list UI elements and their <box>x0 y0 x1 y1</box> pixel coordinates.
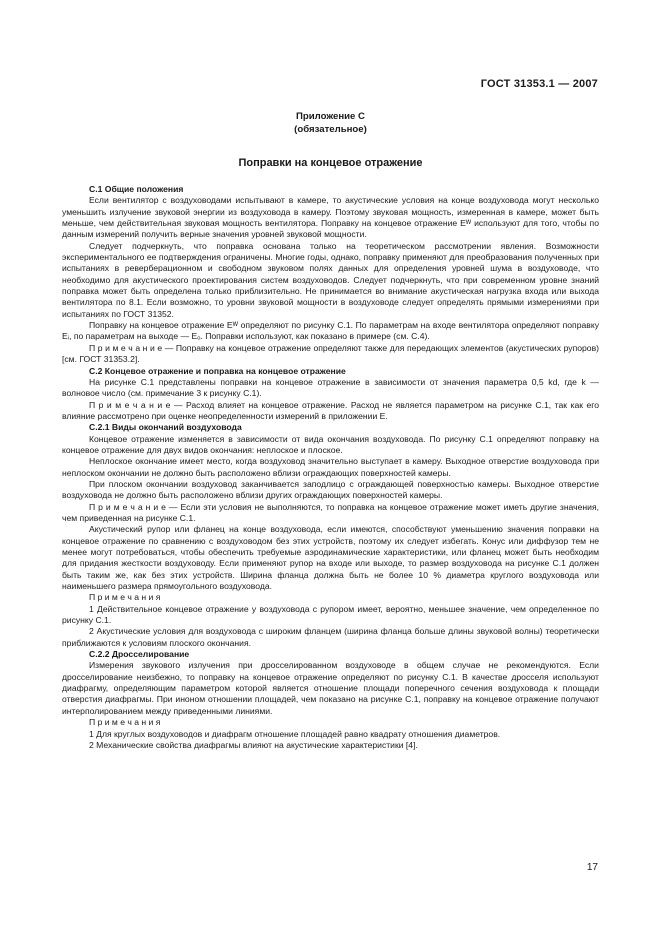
paragraph: Следует подчеркнуть, что поправка основана только на теоретическом рассмотрении явления. Возможности экспериментального ее подтверждения ограничены. Многие годы, однако, поправку применяют для преобразования полученных при испытаниях в реверберационном и свободном звуковом полях данных для определения уровней шума в воздуховоде, что необходимо для акустического проектирования систем воздуховодов. Следует подчеркнуть, что при современном уровне знаний поправка может быть определена только приблизительно. Не принимается во внимание акустическая нагрузка входа или выхода вентилятора по 8.1. Если возможно, то уровни звуковой мощности в воздуховоде следует определять прямыми измерениями при испытаниях по ГОСТ 31352. <box>62 240 599 319</box>
paragraph: Акустический рупор или фланец на конце воздуховода, если имеются, способствуют уменьшению значения поправки на концевое отражение по сравнению с воздуховодом без этих устройств, поэтому их следует избегать. Конус или диффузор тем не менее могут потребоваться, чтобы обеспечить требуемые аэродинамические характеристики, или фланец может быть необходим для придания жесткости воздуховоду. Если применяют рупор на входе или выходе, то размер воздуховода на рисунке С.1 должен быть таким же, как без этих устройств. Ширина фланца должна быть не более 10 % диаметра круглого воздуховода или наименьшего размера прямоугольного воздуховода. <box>62 524 599 592</box>
section-heading-c1: С.1 Общие положения <box>89 184 184 194</box>
paragraph: Неплоское окончание имеет место, когда воздуховод значительно выступает в камеру. Выходное отверстие воздуховода при неплоском окончании не должно быть расположено вблизи ограждающих поверхностей камеры. <box>62 456 599 478</box>
note-item: 2 Акустические условия для воздуховода с широким фланцем (ширина фланца больше длины звуковой волны) теоретически приближаются к условиям плоского окончания. <box>62 626 599 648</box>
paragraph: Измерения звукового излучения при дросселированном воздуховоде в общем случае не рекомендуются. Если дросселирование неизбежно, то поправку на концевое отражение определяют по рисунку С.1. В качестве дросселя используют диафрагму, определяющим параметром которой является отношение площади поперечного сечения воздуховода к площади отверстия диафрагмы. При иноном отношении площадей, чем показано на рисунке С.1, поправку на концевое отражение получают интерполированием между приведенными линиями. <box>62 660 599 716</box>
appendix-status: (обязательное) <box>294 124 367 135</box>
note <box>62 400 599 423</box>
page-title: Поправки на концевое отражение <box>238 157 423 169</box>
page-number: 17 <box>586 862 598 873</box>
note-label: П р и м е ч а н и е <box>89 342 163 353</box>
document-body <box>62 184 599 751</box>
section-heading-c21: С.2.1 Виды окончаний воздуховода <box>89 422 242 433</box>
note-item: 1 Для круглых воздуховодов и диафрагм отношение площадей равно квадрату отношения диаметров. <box>89 728 501 739</box>
section-heading-c22: С.2.2 Дросселирование <box>89 649 190 660</box>
standard-designation: ГОСТ 31353.1 — 2007 <box>480 78 598 90</box>
note-label: П р и м е ч а н и е <box>89 399 171 410</box>
appendix-title: Приложение С <box>296 111 365 122</box>
note-label: П р и м е ч а н и е <box>89 501 166 512</box>
note-text: — Расход влияет на концевое отражение. Расход не является параметром на рисунке С.1, так как его влияние рассмотрено при оценке неопределенности измерений в приложении Е. <box>62 399 600 421</box>
notes-label: П р и м е ч а н и я <box>89 717 161 728</box>
note <box>62 502 599 525</box>
note-item: 1 Действительное концевое отражение у воздуховода с рупором имеет, вероятно, меньшее значение, чем определенное по рисунку С.1. <box>62 603 599 626</box>
note <box>62 343 599 366</box>
paragraph: Концевое отражение изменяется в зависимости от вида окончания воздуховода. По рисунку С.1 определяют поправку на концевое отражение для двух видов окончания: неплоское и плоское. <box>62 433 599 455</box>
paragraph: Поправку на концевое отражение Eᵂ определяют по рисунку С.1. По параметрам на входе вентилятора определяют поправку Eᵢ, по параметрам на выходе — Eₒ. Поправки используют, как показано в примере (см. С.4). <box>62 320 599 342</box>
paragraph: При плоском окончании воздуховод заканчивается заподлицо с ограждающей поверхностью камеры. Выходное отверстие воздуховода не должно быть расположено вблизи других ограждающих поверхностей камеры. <box>62 478 599 501</box>
note-text: — Поправку на концевое отражение определяют также для передающих элементов (акустических рупоров) [см. ГОСТ 31353.2]. <box>62 342 599 365</box>
section-heading-c2: С.2 Концевое отражение и поправка на концевое отражение <box>89 365 346 376</box>
note-text: — Если эти условия не выполняются, то поправка на концевое отражение может иметь другие значения, чем приведенная на рисунке С.1. <box>62 501 599 523</box>
paragraph: Если вентилятор с воздуховодами испытывают в камере, то акустические условия на конце воздуховода могут несколько уменьшить излучение звуковой энергии из воздуховода в камеру. Поэтому звуковая мощность, измеренная в камере, может быть меньше, чем действительная звуковая мощность вентилятора. Поправку на концевое отражение Eᵂ используют для того, чтобы по данным измерений получить верные значения уровней звуковой мощности. <box>62 195 599 240</box>
appendix-heading <box>0 110 661 136</box>
note-item: 2 Механические свойства диафрагмы влияют на акустические характеристики [4]. <box>89 739 418 750</box>
notes-label: П р и м е ч а н и я <box>89 592 161 603</box>
paragraph: На рисунке С.1 представлены поправки на концевое отражение в зависимости от значения параметра 0,5 kd, где k — волновое число (см. примечание 3 к рисунку С.1). <box>62 376 599 399</box>
